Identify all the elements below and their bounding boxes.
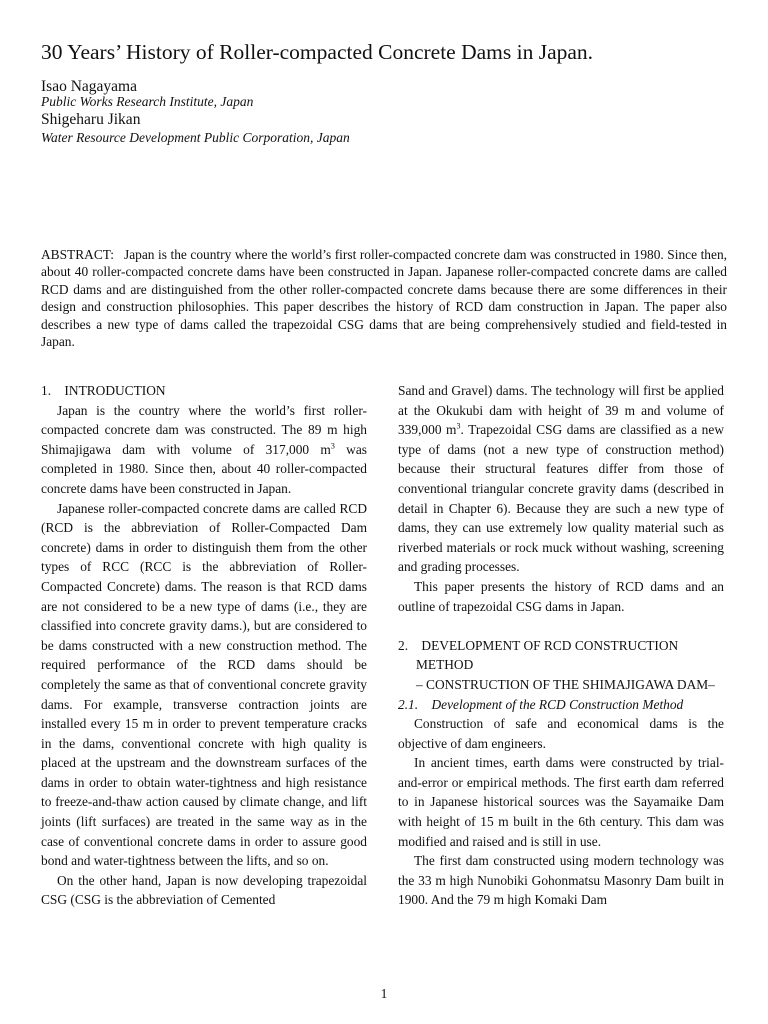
author-affiliation: Public Works Research Institute, Japan [41,94,254,109]
section-heading: 1. INTRODUCTION [41,383,166,398]
superscript: 3 [456,421,461,431]
page-number: 1 [380,986,388,1001]
paragraph: This paper presents the history of RCD dams and an outline of trapezoidal CSG dams in Japan. [398,578,724,614]
paragraph-text: Japan is the country where the world’s first roller-compacted concrete dam was constructed. The 89 m high Shimajigawa dam with volume of 317,000 m [41,402,367,457]
paragraph-text: Sand and Gravel) dams. The technology will first be applied at the Okukubi dam with height of 39 m and volume of 339,000 m [398,383,724,438]
paragraph-text: was completed in 1980. Since then, about 40 roller-compacted concrete dams have been constructed in Japan. [41,441,367,496]
paragraph: Construction of safe and economical dams is the objective of dam engineers. [398,716,724,751]
superscript: 3 [330,441,335,451]
paragraph: On the other hand, Japan is now developing trapezoidal CSG (CSG is the abbreviation of Cemented [41,872,367,908]
abstract-text: Japan is the country where the world’s first roller-compacted concrete dam was constructed in 1980. Since then, about 40 roller-compacted concrete dams have been constructed in Japan. Japanese roller-compacted concrete dams are called RCD dams and are distinguished from the other roller-compacted concrete dams because there are some differences in their design and construction philosophies. This paper describes the history of RCD dam construction in Japan. The paper also describes a new type of dams called the trapezoidal CSG dams that are being comprehensively studied and field-tested in Japan. [41,247,727,350]
paragraph [398,381,724,577]
section-heading-line: – CONSTRUCTION OF THE SHIMAJIGAWA DAM– [416,676,715,692]
abstract [41,246,727,350]
paragraph: In ancient times, earth dams were constructed by trial-and-error or empirical methods. The first earth dam referred to in Japanese historical sources was the Sayamaike Dam with height of 15 m built in the 6th century. This dam was modified and raised and is still in use. [398,755,724,849]
subsection-heading: 2.1. Development of the RCD Construction Method [398,696,684,712]
section-heading-line: METHOD [416,657,474,673]
left-column [41,381,367,910]
paragraph: The first dam constructed using modern technology was the 33 m high Nunobiki Gohonmatsu Masonry Dam built in 1900. And the 79 m high Komaki Dam [398,853,724,908]
paragraph-text: . Trapezoidal CSG dams are classified as a new type of dams (not a new type of construction method) because their structural features differ from those of conventional triangular concrete gravity dams (described in detail in Chapter 6). Because they are such a new type of dams, they can use extremely low quality material such as riverbed materials or rock muck without washing, screening and grading processes. [398,422,724,575]
right-column [398,381,724,910]
paragraph [41,401,367,499]
paragraph: Japanese roller-compacted concrete dams are called RCD (RCD is the abbreviation of Roller-Compacted Dam concrete) dams in order to distinguish them from the other types of RCC (RCC is the abbreviation of Roller-Compacted Concrete) dams. The reason is that RCD dams are not considered to be a new type of dams (i.e., they are classified into concrete gravity dams.), but are considered to be dams constructed with a new construction method. The required performance of the RCD dams should be completely the same as that of conventional concrete gravity dams. For example, transverse contraction joints are installed every 15 m in order to prevent temperature cracks in the dams, conventional concrete with high quality is placed at the upstream and the downstream surfaces of the dams in order to obtain water-tightness and high resistance to freeze-and-thaw action caused by climate change, and lift joints (lift surfaces) are treated in the same way as in the case of conventional concrete dams in order to assure good bond and water-tightness between the lifts, and so on. [41,500,367,869]
paper-title: 30 Years’ History of Roller-compacted Concrete Dams in Japan. [41,40,594,64]
author-name: Isao Nagayama [41,78,137,95]
section-heading: 2. DEVELOPMENT OF RCD CONSTRUCTION [398,637,679,653]
author-name: Shigeharu Jikan [41,111,141,128]
author-affiliation: Water Resource Development Public Corporation, Japan [41,130,350,145]
spacer [398,616,724,636]
abstract-label: ABSTRACT: [41,247,114,262]
